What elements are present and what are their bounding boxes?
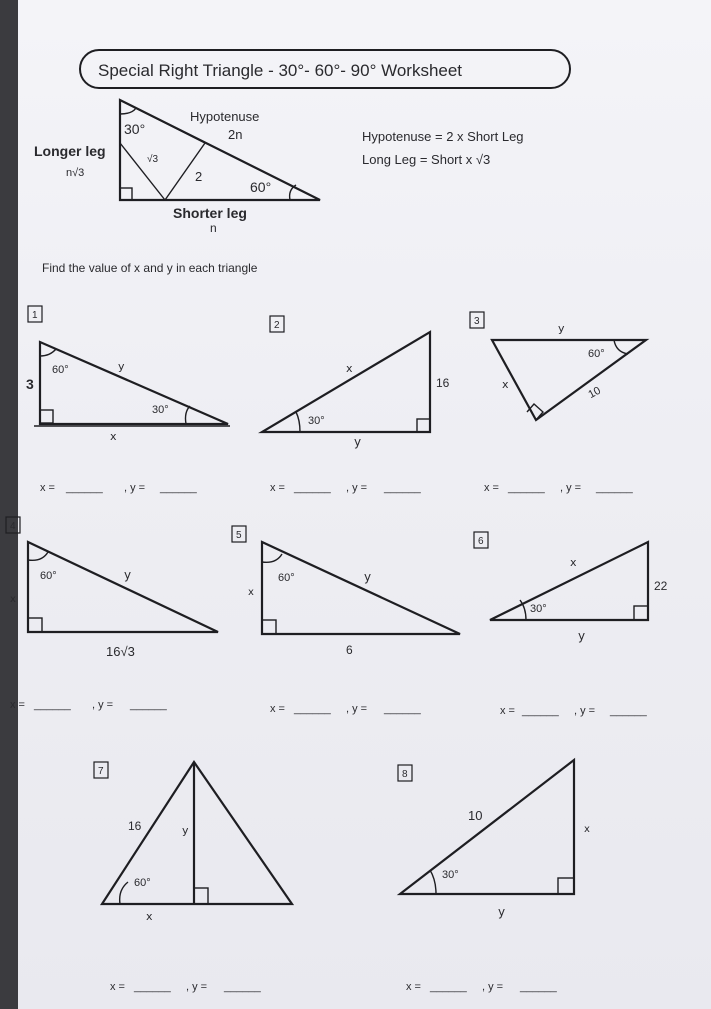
p7-y-label: , y =	[186, 981, 208, 993]
problem-1-angle-right: 30°	[152, 404, 169, 416]
p3-x-blank[interactable]: ______	[508, 482, 545, 494]
problem-8-angle: 30°	[442, 869, 459, 881]
answer-row-1	[40, 482, 634, 494]
p2-y-label: , y =	[346, 482, 368, 494]
problem-8-triangle	[400, 760, 574, 894]
problem-2-angle: 30°	[308, 415, 325, 427]
p2-y-blank[interactable]: ______	[384, 482, 421, 494]
problem-8-arc-30	[430, 870, 436, 894]
p3-y-blank[interactable]: ______	[596, 482, 633, 494]
problem-3-number: 3	[474, 316, 480, 327]
problem-4	[6, 517, 218, 659]
answer-row-3	[110, 981, 558, 993]
problem-1-number: 1	[32, 310, 38, 321]
reference-shorter-leg-label: Shorter leg	[173, 205, 247, 221]
problem-3-arc-60	[614, 340, 628, 354]
problem-1-angle-top: 60°	[52, 364, 69, 376]
problem-2-side-hyp: x	[346, 362, 353, 375]
p5-x-label: x =	[270, 703, 285, 715]
p4-y-label: , y =	[92, 699, 114, 711]
p1-y-blank[interactable]: ______	[160, 482, 197, 494]
p5-y-label: , y =	[346, 703, 368, 715]
problem-4-side-hyp: y	[124, 568, 132, 582]
problem-6-side-right: 22	[654, 579, 668, 593]
problem-1-arc-30	[186, 406, 191, 424]
problem-3-side-left: x	[502, 378, 509, 391]
p7-x-blank[interactable]: ______	[134, 981, 171, 993]
problem-3	[470, 312, 646, 420]
problem-1	[26, 306, 230, 443]
p5-y-blank[interactable]: ______	[384, 703, 421, 715]
p4-x-label: x =	[10, 699, 25, 711]
problem-4-arc-60	[28, 552, 48, 560]
reference-hypotenuse-value: 2n	[228, 127, 243, 142]
problem-1-side-hyp: y	[118, 360, 125, 373]
reference-right-angle	[120, 188, 132, 200]
problem-5-side-left: x	[248, 587, 254, 598]
p7-x-label: x =	[110, 981, 125, 993]
problem-1-arc-60	[40, 349, 56, 356]
problem-7-triangle	[102, 762, 292, 904]
reference-inner-line	[120, 143, 165, 200]
p1-x-label: x =	[40, 482, 55, 494]
problem-7-side-bottom: x	[146, 910, 153, 923]
p4-x-blank[interactable]: ______	[34, 699, 71, 711]
problem-5-right-angle	[262, 620, 276, 634]
problem-6-right-angle	[634, 606, 648, 620]
problem-4-right-angle	[28, 618, 42, 632]
problem-4-number: 4	[10, 521, 16, 532]
p6-y-blank[interactable]: ______	[610, 705, 647, 717]
problem-6-side-bottom: y	[578, 629, 586, 643]
problem-5	[232, 526, 460, 657]
problem-2	[262, 316, 450, 449]
problem-5-side-bottom: 6	[346, 643, 353, 657]
problem-2-number: 2	[274, 320, 280, 331]
answer-row-2	[10, 699, 648, 717]
problem-8-side-bottom: y	[498, 905, 506, 919]
problem-2-side-right: 16	[436, 376, 450, 390]
problem-5-triangle	[262, 542, 460, 634]
rule-hypotenuse: Hypotenuse = 2 x Short Leg	[362, 129, 524, 144]
p3-x-label: x =	[484, 482, 499, 494]
reference-angle-30: 30°	[124, 121, 146, 137]
problem-8-side-hyp: 10	[468, 808, 483, 823]
problem-6-angle: 30°	[530, 603, 547, 615]
problem-7-arc-60	[120, 882, 128, 904]
p2-x-blank[interactable]: ______	[294, 482, 331, 494]
p8-y-label: , y =	[482, 981, 504, 993]
problem-6-number: 6	[478, 536, 484, 547]
problem-5-angle: 60°	[278, 572, 295, 584]
p3-y-label: , y =	[560, 482, 582, 494]
problem-7-right-angle	[194, 888, 208, 904]
p2-x-label: x =	[270, 482, 285, 494]
problem-6	[474, 532, 668, 643]
problem-4-side-bottom: 16√3	[106, 644, 135, 659]
problem-1-triangle	[40, 342, 228, 424]
p4-y-blank[interactable]: ______	[130, 699, 167, 711]
problem-2-triangle	[262, 332, 430, 432]
reference-longer-leg-value: n√3	[66, 167, 85, 179]
problem-6-triangle	[490, 542, 648, 620]
problem-7-side-alt: y	[182, 824, 189, 837]
reference-shorter-leg-value: n	[210, 221, 217, 235]
problem-5-number: 5	[236, 530, 242, 541]
reference-angle-arc-30	[120, 108, 136, 114]
problem-7	[94, 762, 292, 923]
problem-2-right-angle	[417, 419, 430, 432]
p8-x-blank[interactable]: ______	[430, 981, 467, 993]
p5-x-blank[interactable]: ______	[294, 703, 331, 715]
p6-x-blank[interactable]: ______	[522, 705, 559, 717]
reference-diagram	[34, 100, 320, 235]
p6-x-label: x =	[500, 705, 515, 717]
reference-inner-sqrt3: √3	[147, 154, 159, 165]
problem-4-angle: 60°	[40, 570, 57, 582]
problem-1-side-left: 3	[26, 376, 34, 392]
p1-y-label: , y =	[124, 482, 146, 494]
problem-5-side-hyp: y	[364, 570, 372, 584]
problem-8-side-right: x	[584, 824, 590, 835]
problem-1-side-bottom: x	[110, 430, 117, 443]
problem-2-side-bottom: y	[354, 435, 362, 449]
problem-1-right-angle	[40, 410, 53, 423]
reference-longer-leg-label: Longer leg	[34, 143, 106, 159]
problem-8	[398, 760, 590, 919]
p8-y-blank[interactable]: ______	[520, 981, 557, 993]
p7-y-blank[interactable]: ______	[224, 981, 261, 993]
problem-7-side-left: 16	[128, 819, 142, 833]
p1-x-blank[interactable]: ______	[66, 482, 103, 494]
instructions: Find the value of x and y in each triangle	[42, 261, 258, 275]
problem-3-side-right: 10	[586, 384, 603, 401]
problem-7-angle: 60°	[134, 877, 151, 889]
problem-3-side-top: y	[558, 322, 565, 335]
p8-x-label: x =	[406, 981, 421, 993]
p6-y-label: , y =	[574, 705, 596, 717]
problem-8-right-angle	[558, 878, 574, 894]
problem-2-arc-30	[296, 412, 300, 432]
worksheet-title: Special Right Triangle - 30°- 60°- 90° Worksheet	[98, 61, 463, 80]
reference-inner-2: 2	[195, 169, 203, 184]
problem-5-arc-60	[262, 554, 282, 562]
problem-4-side-left: x	[10, 594, 16, 605]
problem-7-number: 7	[98, 766, 104, 777]
problem-8-number: 8	[402, 769, 408, 780]
rule-long-leg: Long Leg = Short x √3	[362, 152, 491, 167]
problem-3-angle: 60°	[588, 348, 605, 360]
problem-4-triangle	[28, 542, 218, 632]
problem-6-side-hyp: x	[570, 556, 577, 569]
reference-hypotenuse-label: Hypotenuse	[190, 109, 260, 124]
reference-angle-60: 60°	[250, 179, 272, 195]
